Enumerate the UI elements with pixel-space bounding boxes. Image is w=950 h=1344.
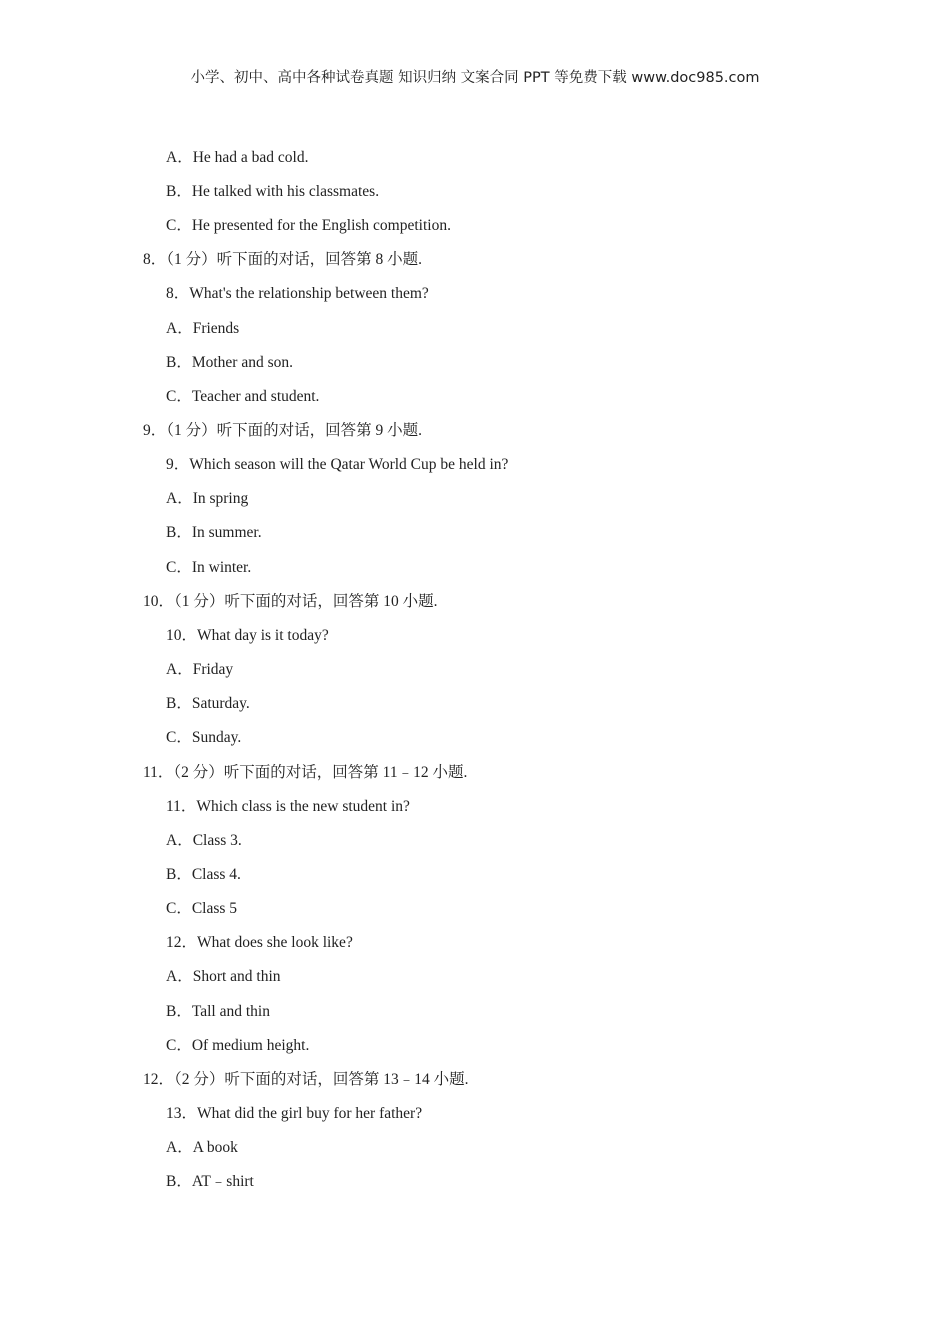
answer-option: A．A book <box>166 1139 238 1156</box>
sub-question: 9．Which season will the Qatar World Cup be held in? <box>166 456 509 473</box>
answer-option: C．Teacher and student. <box>166 388 320 405</box>
answer-option: A．Friends <box>166 320 240 337</box>
answer-option: B．Class 4. <box>166 866 241 883</box>
answer-option: B．AT﹣shirt <box>166 1173 254 1190</box>
answer-option: C．He presented for the English competition. <box>166 217 451 234</box>
answer-option: A．He had a bad cold. <box>166 149 309 166</box>
question-heading: 11．（2 分）听下面的对话，回答第 11﹣12 小题. <box>143 764 468 781</box>
page-header-banner: 小学、初中、高中各种试卷真题 知识归纳 文案合同 PPT 等免费下载 www.doc985.com <box>190 70 760 86</box>
question-heading: 8．（1 分）听下面的对话，回答第 8 小题. <box>143 251 423 268</box>
answer-option: B．Saturday. <box>166 695 250 712</box>
answer-option: A．Class 3. <box>166 832 242 849</box>
question-heading: 9．（1 分）听下面的对话，回答第 9 小题. <box>143 422 423 439</box>
answer-option: C．Class 5 <box>166 900 238 917</box>
answer-option: C．In winter. <box>166 559 252 576</box>
answer-option: B．Mother and son. <box>166 354 294 371</box>
answer-option: A．Friday <box>166 661 234 678</box>
sub-question: 11．Which class is the new student in? <box>166 798 410 815</box>
sub-question: 13．What did the girl buy for her father? <box>166 1105 423 1122</box>
sub-question: 10．What day is it today? <box>166 627 329 644</box>
sub-question: 8．What's the relationship between them? <box>166 285 429 302</box>
answer-option: C．Of medium height. <box>166 1037 310 1054</box>
answer-option: A．In spring <box>166 490 249 507</box>
question-heading: 10．（1 分）听下面的对话，回答第 10 小题. <box>143 593 438 610</box>
answer-option: A．Short and thin <box>166 968 281 985</box>
question-heading: 12．（2 分）听下面的对话，回答第 13﹣14 小题. <box>143 1071 469 1088</box>
answer-option: B．In summer. <box>166 524 262 541</box>
answer-option: C．Sunday. <box>166 729 242 746</box>
sub-question: 12．What does she look like? <box>166 934 353 951</box>
answer-option: B．He talked with his classmates. <box>166 183 380 200</box>
answer-option: B．Tall and thin <box>166 1003 270 1020</box>
